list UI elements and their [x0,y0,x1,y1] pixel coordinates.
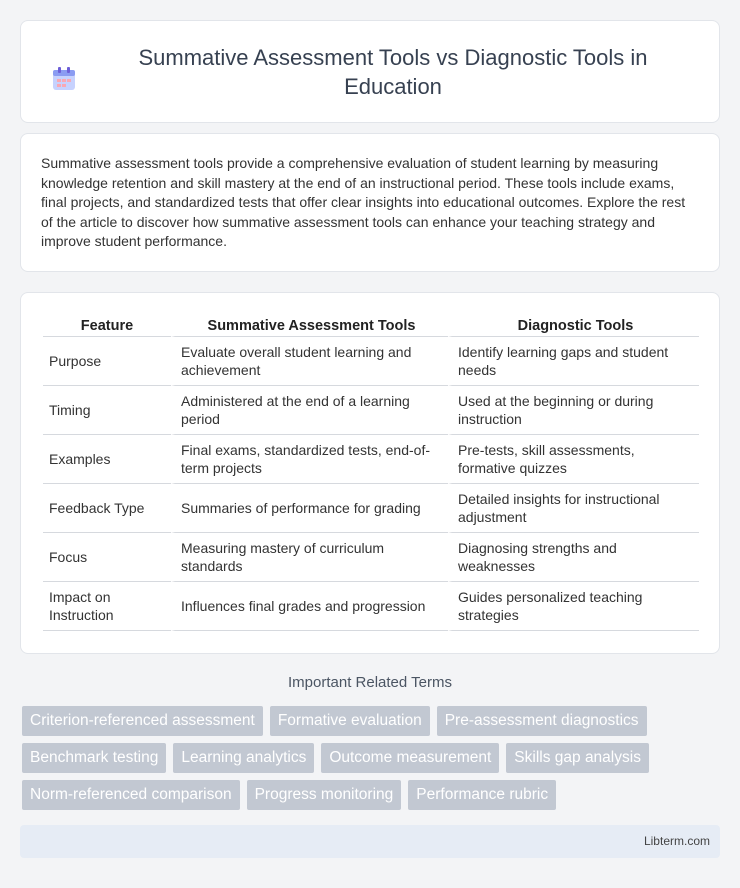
comparison-table [43,315,699,631]
table-row [43,435,699,484]
row-feature: Timing [43,386,171,435]
header-summative: Summative Assessment Tools [171,315,448,337]
title-row [50,43,690,101]
related-term-tag[interactable]: Criterion-referenced assessment [22,706,263,736]
table-row [43,533,699,582]
page-title: Summative Assessment Tools vs Diagnostic Tools in Education [138,44,648,99]
row-diagnostic: Used at the beginning or during instruction [448,386,699,435]
row-summative: Measuring mastery of curriculum standards [171,533,448,582]
row-diagnostic: Detailed insights for instructional adjustment [448,484,699,533]
table-row [43,582,699,631]
table-row [43,337,699,386]
related-term-tag[interactable]: Norm-referenced comparison [22,780,240,810]
intro-card [20,133,720,272]
row-feature: Examples [43,435,171,484]
row-summative: Final exams, standardized tests, end-of-term projects [171,435,448,484]
row-diagnostic: Diagnosing strengths and weaknesses [448,533,699,582]
related-term-tag[interactable]: Progress monitoring [247,780,402,810]
header-diagnostic: Diagnostic Tools [448,315,699,337]
related-term-tag[interactable]: Pre-assessment diagnostics [437,706,647,736]
table-header-row [43,315,699,337]
related-term-tag[interactable]: Outcome measurement [321,743,499,773]
footer-bar [20,825,720,858]
intro-paragraph: Summative assessment tools provide a comprehensive evaluation of student learning by measuring knowledge retention and skill mastery at the end of an instructional period. These tools include exams, final projects, and standardized tests that offer clear insights into educational outcomes. Explore the rest of the article to discover how summative assessment tools can enhance your teaching strategy and improve student performance. [41,155,686,249]
row-diagnostic: Guides personalized teaching strategies [448,582,699,631]
row-summative: Evaluate overall student learning and achievement [171,337,448,386]
title-card [20,20,720,123]
footer-site-link[interactable]: Libterm.com [643,834,710,848]
related-terms-list [22,706,722,810]
row-feature: Focus [43,533,171,582]
row-feature: Feedback Type [43,484,171,533]
row-summative: Influences final grades and progression [171,582,448,631]
row-diagnostic: Identify learning gaps and student needs [448,337,699,386]
comparison-card [20,292,720,654]
row-summative: Summaries of performance for grading [171,484,448,533]
related-terms-title: Important Related Terms [288,674,452,691]
table-row [43,484,699,533]
related-term-tag[interactable]: Skills gap analysis [506,743,649,773]
header-feature: Feature [43,315,171,337]
row-feature: Purpose [43,337,171,386]
calendar-icon [50,65,78,93]
row-summative: Administered at the end of a learning period [171,386,448,435]
related-term-tag[interactable]: Benchmark testing [22,743,166,773]
related-term-tag[interactable]: Learning analytics [173,743,314,773]
row-feature: Impact on Instruction [43,582,171,631]
row-diagnostic: Pre-tests, skill assessments, formative quizzes [448,435,699,484]
related-term-tag[interactable]: Formative evaluation [270,706,430,736]
related-term-tag[interactable]: Performance rubric [408,780,556,810]
table-row [43,386,699,435]
